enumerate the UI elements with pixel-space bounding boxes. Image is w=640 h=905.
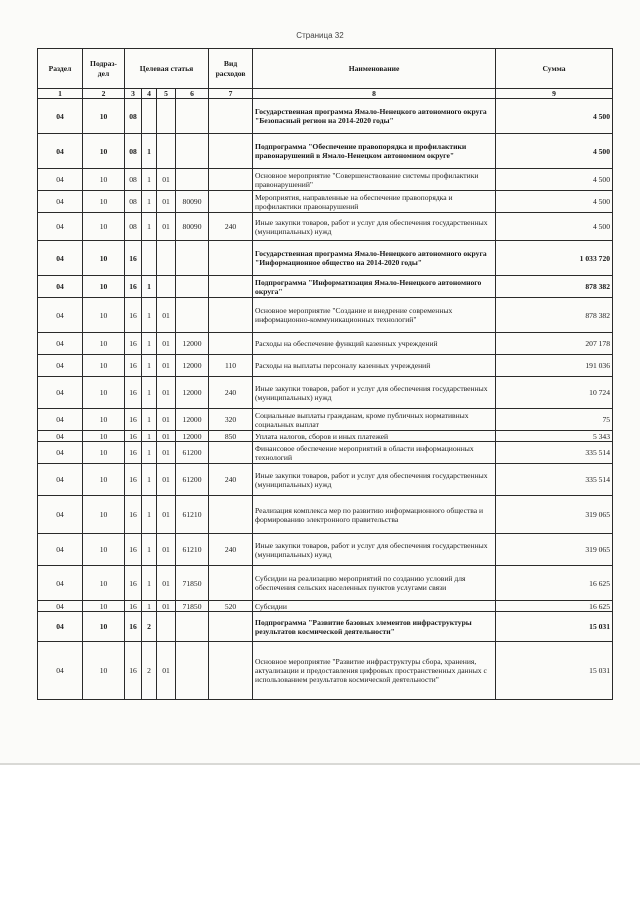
cell-event <box>157 241 176 276</box>
cell-direction: 61210 <box>176 534 209 566</box>
cell-razdel: 04 <box>38 191 83 213</box>
cell-sum: 4 500 <box>496 134 613 169</box>
cell-podrazdel: 10 <box>83 496 125 534</box>
cell-razdel: 04 <box>38 496 83 534</box>
cell-program: 16 <box>125 409 142 431</box>
table-row <box>38 464 613 496</box>
cell-podrazdel: 10 <box>83 276 125 298</box>
table-row <box>38 442 613 464</box>
cell-sum: 319 065 <box>496 534 613 566</box>
cell-name: Иные закупки товаров, работ и услуг для обеспечения государственных (муниципальных) нужд <box>253 534 496 566</box>
cell-vid <box>209 442 253 464</box>
header-target: Целевая статья <box>125 49 209 89</box>
cell-program: 08 <box>125 191 142 213</box>
cell-razdel: 04 <box>38 276 83 298</box>
cell-subprogram: 1 <box>142 191 157 213</box>
header-vid: Вид расходов <box>209 49 253 89</box>
cell-sum: 15 031 <box>496 612 613 642</box>
cell-podrazdel: 10 <box>83 566 125 601</box>
cell-name: Социальные выплаты гражданам, кроме публичных нормативных социальных выплат <box>253 409 496 431</box>
cell-razdel: 04 <box>38 612 83 642</box>
cell-razdel: 04 <box>38 601 83 612</box>
cell-razdel: 04 <box>38 333 83 355</box>
cell-event <box>157 134 176 169</box>
cell-sum: 319 065 <box>496 496 613 534</box>
cell-program: 16 <box>125 642 142 700</box>
cell-program: 08 <box>125 134 142 169</box>
cell-event: 01 <box>157 431 176 442</box>
cell-program: 08 <box>125 213 142 241</box>
cell-sum: 16 625 <box>496 601 613 612</box>
cell-podrazdel: 10 <box>83 298 125 333</box>
cell-name: Иные закупки товаров, работ и услуг для обеспечения государственных (муниципальных) нужд <box>253 377 496 409</box>
column-number: 4 <box>142 89 157 99</box>
cell-direction: 71850 <box>176 601 209 612</box>
cell-event: 01 <box>157 213 176 241</box>
cell-vid: 240 <box>209 534 253 566</box>
cell-event: 01 <box>157 566 176 601</box>
cell-podrazdel: 10 <box>83 409 125 431</box>
cell-sum: 207 178 <box>496 333 613 355</box>
cell-program: 16 <box>125 377 142 409</box>
cell-subprogram: 1 <box>142 134 157 169</box>
cell-direction <box>176 169 209 191</box>
header-name: Наименование <box>253 49 496 89</box>
cell-name: Государственная программа Ямало-Ненецкого автономного округа "Информационное общество на 2014-2020 годы" <box>253 241 496 276</box>
cell-name: Иные закупки товаров, работ и услуг для обеспечения государственных (муниципальных) нужд <box>253 213 496 241</box>
table-row <box>38 601 613 612</box>
column-number: 5 <box>157 89 176 99</box>
cell-direction <box>176 241 209 276</box>
cell-program: 16 <box>125 276 142 298</box>
cell-name: Подпрограмма "Информатизация Ямало-Ненецкого автономного округа" <box>253 276 496 298</box>
cell-subprogram: 1 <box>142 566 157 601</box>
cell-sum: 878 382 <box>496 298 613 333</box>
cell-sum: 335 514 <box>496 464 613 496</box>
cell-podrazdel: 10 <box>83 442 125 464</box>
cell-name: Иные закупки товаров, работ и услуг для обеспечения государственных (муниципальных) нужд <box>253 464 496 496</box>
cell-subprogram: 1 <box>142 276 157 298</box>
cell-razdel: 04 <box>38 241 83 276</box>
cell-program: 16 <box>125 355 142 377</box>
cell-program: 16 <box>125 241 142 276</box>
table-row <box>38 377 613 409</box>
cell-program: 16 <box>125 464 142 496</box>
column-number: 2 <box>83 89 125 99</box>
page-edge <box>0 763 640 765</box>
cell-podrazdel: 10 <box>83 169 125 191</box>
cell-event <box>157 612 176 642</box>
cell-razdel: 04 <box>38 298 83 333</box>
cell-sum: 4 500 <box>496 169 613 191</box>
cell-direction: 12000 <box>176 409 209 431</box>
cell-name: Уплата налогов, сборов и иных платежей <box>253 431 496 442</box>
cell-event: 01 <box>157 642 176 700</box>
cell-subprogram: 2 <box>142 642 157 700</box>
cell-subprogram: 1 <box>142 377 157 409</box>
cell-direction: 80090 <box>176 213 209 241</box>
cell-vid <box>209 276 253 298</box>
column-number-row <box>38 89 613 99</box>
cell-vid <box>209 496 253 534</box>
cell-podrazdel: 10 <box>83 99 125 134</box>
table-row <box>38 355 613 377</box>
cell-name: Основное мероприятие "Развитие инфраструктуры сбора, хранения, актуализации и предоставления цифровых пространственных данных с использованием результатов космической деятельности" <box>253 642 496 700</box>
cell-razdel: 04 <box>38 169 83 191</box>
cell-razdel: 04 <box>38 213 83 241</box>
cell-vid <box>209 612 253 642</box>
cell-podrazdel: 10 <box>83 377 125 409</box>
cell-subprogram: 1 <box>142 409 157 431</box>
table-row <box>38 409 613 431</box>
cell-sum: 1 033 720 <box>496 241 613 276</box>
table-row <box>38 241 613 276</box>
cell-program: 16 <box>125 333 142 355</box>
column-number: 3 <box>125 89 142 99</box>
cell-razdel: 04 <box>38 99 83 134</box>
cell-name: Субсидии <box>253 601 496 612</box>
cell-subprogram: 1 <box>142 333 157 355</box>
cell-podrazdel: 10 <box>83 464 125 496</box>
cell-event: 01 <box>157 496 176 534</box>
cell-vid: 850 <box>209 431 253 442</box>
table-row <box>38 298 613 333</box>
cell-podrazdel: 10 <box>83 534 125 566</box>
cell-event: 01 <box>157 333 176 355</box>
cell-razdel: 04 <box>38 534 83 566</box>
cell-event: 01 <box>157 191 176 213</box>
table-row <box>38 431 613 442</box>
cell-subprogram <box>142 241 157 276</box>
cell-sum: 4 500 <box>496 191 613 213</box>
cell-podrazdel: 10 <box>83 191 125 213</box>
cell-event: 01 <box>157 534 176 566</box>
cell-podrazdel: 10 <box>83 355 125 377</box>
cell-sum: 10 724 <box>496 377 613 409</box>
cell-program: 16 <box>125 496 142 534</box>
cell-name: Расходы на обеспечение функций казенных учреждений <box>253 333 496 355</box>
cell-subprogram: 1 <box>142 534 157 566</box>
cell-event: 01 <box>157 442 176 464</box>
cell-name: Субсидии на реализацию мероприятий по созданию условий для обеспечения сельских населенных пунктов услугами связи <box>253 566 496 601</box>
cell-vid <box>209 191 253 213</box>
cell-name: Расходы на выплаты персоналу казенных учреждений <box>253 355 496 377</box>
cell-direction: 71850 <box>176 566 209 601</box>
table-row <box>38 99 613 134</box>
cell-vid: 240 <box>209 464 253 496</box>
table-header-row <box>38 49 613 89</box>
page-header: Страница 32 <box>296 31 344 40</box>
cell-sum: 5 343 <box>496 431 613 442</box>
cell-vid <box>209 99 253 134</box>
cell-program: 08 <box>125 99 142 134</box>
cell-event: 01 <box>157 377 176 409</box>
cell-subprogram: 1 <box>142 496 157 534</box>
cell-vid <box>209 134 253 169</box>
cell-direction <box>176 276 209 298</box>
cell-razdel: 04 <box>38 642 83 700</box>
column-number: 1 <box>38 89 83 99</box>
cell-podrazdel: 10 <box>83 431 125 442</box>
cell-event <box>157 276 176 298</box>
table-row <box>38 169 613 191</box>
cell-event: 01 <box>157 409 176 431</box>
cell-name: Реализация комплекса мер по развитию информационного общества и формированию электронного правительства <box>253 496 496 534</box>
cell-subprogram: 1 <box>142 355 157 377</box>
cell-sum: 4 500 <box>496 213 613 241</box>
cell-razdel: 04 <box>38 355 83 377</box>
cell-razdel: 04 <box>38 431 83 442</box>
cell-vid <box>209 298 253 333</box>
table-row <box>38 566 613 601</box>
column-number: 6 <box>176 89 209 99</box>
cell-event: 01 <box>157 298 176 333</box>
table-row <box>38 642 613 700</box>
cell-program: 16 <box>125 601 142 612</box>
cell-podrazdel: 10 <box>83 241 125 276</box>
table-row <box>38 534 613 566</box>
cell-event: 01 <box>157 464 176 496</box>
cell-event: 01 <box>157 601 176 612</box>
cell-vid: 320 <box>209 409 253 431</box>
table-row <box>38 333 613 355</box>
table-row <box>38 496 613 534</box>
cell-direction <box>176 99 209 134</box>
cell-sum: 75 <box>496 409 613 431</box>
cell-vid <box>209 566 253 601</box>
cell-subprogram: 1 <box>142 298 157 333</box>
cell-direction: 80090 <box>176 191 209 213</box>
cell-subprogram: 1 <box>142 213 157 241</box>
cell-program: 16 <box>125 431 142 442</box>
cell-subprogram <box>142 99 157 134</box>
cell-razdel: 04 <box>38 566 83 601</box>
cell-program: 16 <box>125 566 142 601</box>
cell-razdel: 04 <box>38 464 83 496</box>
cell-sum: 878 382 <box>496 276 613 298</box>
cell-subprogram: 1 <box>142 431 157 442</box>
cell-podrazdel: 10 <box>83 601 125 612</box>
cell-direction <box>176 134 209 169</box>
cell-direction: 61210 <box>176 496 209 534</box>
cell-direction <box>176 298 209 333</box>
header-podrazdel: Подраз- дел <box>83 49 125 89</box>
cell-program: 16 <box>125 298 142 333</box>
table-row <box>38 612 613 642</box>
table-row <box>38 134 613 169</box>
cell-sum: 191 036 <box>496 355 613 377</box>
budget-table <box>37 48 613 700</box>
cell-subprogram: 1 <box>142 169 157 191</box>
cell-subprogram: 1 <box>142 464 157 496</box>
cell-name: Финансовое обеспечение мероприятий в области информационных технологий <box>253 442 496 464</box>
cell-vid: 110 <box>209 355 253 377</box>
header-razdel: Раздел <box>38 49 83 89</box>
cell-subprogram: 2 <box>142 612 157 642</box>
cell-event: 01 <box>157 355 176 377</box>
cell-sum: 16 625 <box>496 566 613 601</box>
cell-program: 08 <box>125 169 142 191</box>
cell-event: 01 <box>157 169 176 191</box>
column-number: 7 <box>209 89 253 99</box>
cell-program: 16 <box>125 534 142 566</box>
cell-direction: 12000 <box>176 431 209 442</box>
cell-name: Подпрограмма "Обеспечение правопорядка и профилактики правонарушений в Ямало-Ненецком автономном округе" <box>253 134 496 169</box>
cell-podrazdel: 10 <box>83 333 125 355</box>
cell-direction <box>176 642 209 700</box>
cell-direction: 12000 <box>176 333 209 355</box>
table-row <box>38 213 613 241</box>
cell-sum: 4 500 <box>496 99 613 134</box>
cell-vid <box>209 241 253 276</box>
cell-vid: 520 <box>209 601 253 612</box>
cell-podrazdel: 10 <box>83 642 125 700</box>
cell-event <box>157 99 176 134</box>
cell-direction <box>176 612 209 642</box>
column-number: 9 <box>496 89 613 99</box>
cell-podrazdel: 10 <box>83 213 125 241</box>
cell-subprogram: 1 <box>142 601 157 612</box>
cell-direction: 12000 <box>176 355 209 377</box>
cell-vid <box>209 642 253 700</box>
cell-podrazdel: 10 <box>83 612 125 642</box>
cell-name: Подпрограмма "Развитие базовых элементов инфраструктуры результатов космической деятельности" <box>253 612 496 642</box>
cell-direction: 61200 <box>176 442 209 464</box>
cell-vid <box>209 333 253 355</box>
cell-program: 16 <box>125 442 142 464</box>
cell-podrazdel: 10 <box>83 134 125 169</box>
cell-razdel: 04 <box>38 409 83 431</box>
cell-subprogram: 1 <box>142 442 157 464</box>
cell-razdel: 04 <box>38 442 83 464</box>
table-row <box>38 276 613 298</box>
cell-program: 16 <box>125 612 142 642</box>
cell-vid <box>209 169 253 191</box>
cell-direction: 12000 <box>176 377 209 409</box>
cell-razdel: 04 <box>38 134 83 169</box>
table-row <box>38 191 613 213</box>
column-number: 8 <box>253 89 496 99</box>
cell-name: Основное мероприятие "Совершенствование системы профилактики правонарушений" <box>253 169 496 191</box>
cell-name: Основное мероприятие "Создание и внедрение современных информационно-коммуникационных технологий" <box>253 298 496 333</box>
cell-name: Государственная программа Ямало-Ненецкого автономного округа "Безопасный регион на 2014-2020 годы" <box>253 99 496 134</box>
cell-sum: 15 031 <box>496 642 613 700</box>
header-sum: Сумма <box>496 49 613 89</box>
cell-direction: 61200 <box>176 464 209 496</box>
cell-razdel: 04 <box>38 377 83 409</box>
cell-name: Мероприятия, направленные на обеспечение правопорядка и профилактики правонарушений <box>253 191 496 213</box>
cell-vid: 240 <box>209 213 253 241</box>
cell-vid: 240 <box>209 377 253 409</box>
cell-sum: 335 514 <box>496 442 613 464</box>
